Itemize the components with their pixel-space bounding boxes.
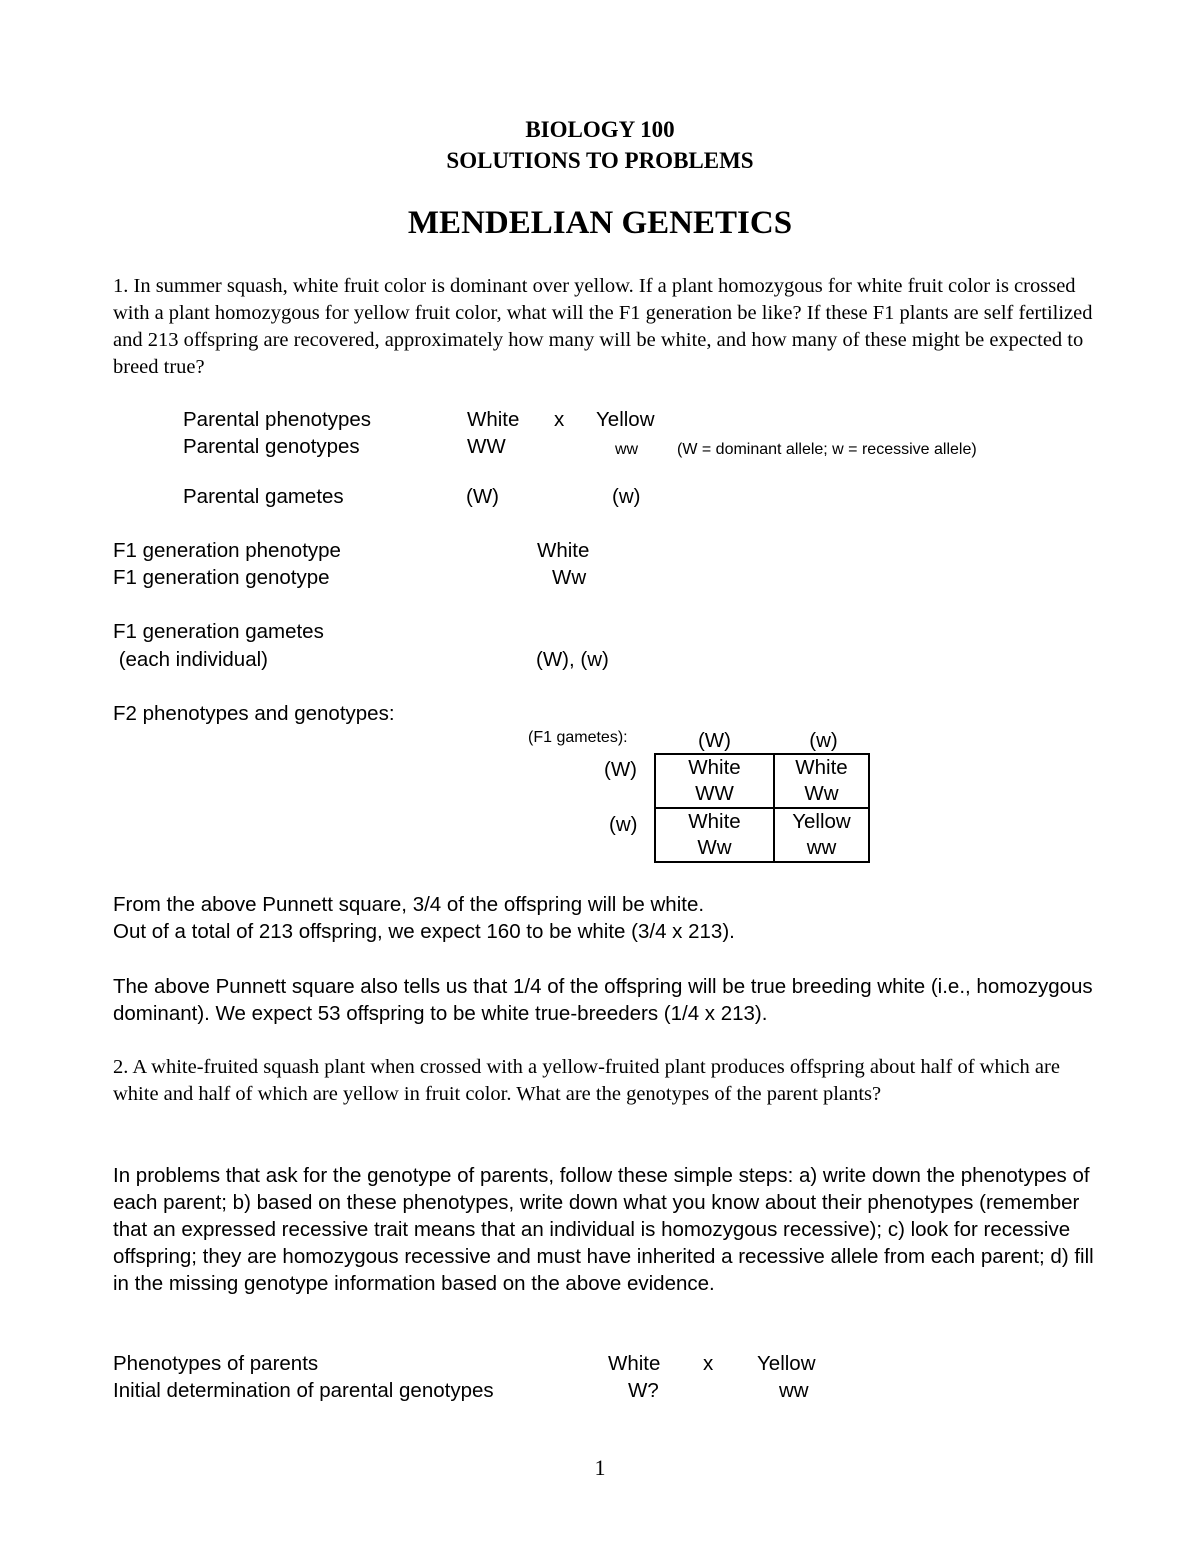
cross-symbol: x xyxy=(554,408,565,431)
parental-gametes-label: Parental gametes xyxy=(183,485,344,508)
cell-phenotype: White xyxy=(688,756,741,779)
initial-genotypes-label: Initial determination of parental genotypes xyxy=(113,1379,494,1402)
parental-gamete-1: (W) xyxy=(466,485,500,508)
f2-label: F2 phenotypes and genotypes: xyxy=(113,702,395,725)
result-line-2: Out of a total of 213 offspring, we expect 160 to be white (3/4 x 213). xyxy=(113,920,735,943)
parental-phenotype-2: Yellow xyxy=(596,408,655,431)
cell-phenotype: Yellow xyxy=(792,810,851,833)
parental-genotype-1: WW xyxy=(467,435,506,458)
cross-symbol: x xyxy=(703,1352,714,1375)
cell-genotype: ww xyxy=(806,836,837,859)
cell-genotype: Ww xyxy=(804,782,839,805)
cell-phenotype: White xyxy=(795,756,848,779)
allele-note: (W = dominant allele; w = recessive allele) xyxy=(677,441,977,458)
parental-genotypes-label: Parental genotypes xyxy=(183,435,360,458)
parental-phenotypes-label: Parental phenotypes xyxy=(183,408,372,431)
f1-gametes-sublabel: (each individual) xyxy=(113,648,268,671)
punnett-col-header: (W) xyxy=(697,729,731,752)
f1-genotype: Ww xyxy=(552,566,587,589)
f1-phenotype: White xyxy=(537,539,590,562)
punnett-cell xyxy=(774,754,869,808)
problem-2-instructions: In problems that ask for the genotype of parents, follow these simple steps: a) write down the phenotypes of each parent; b) based on these phenotypes, write down what you know about their phenotypes (remember that an expressed recessive trait means that an individual is homozygous recessive); c) look for recessive offspring; they are homozygous recessive and must have inherited a recessive allele from each parent; d) fill in the missing genotype information based on the above evidence. xyxy=(113,1164,1094,1295)
result-line-1: From the above Punnett square, 3/4 of the offspring will be white. xyxy=(113,893,705,916)
parent-phenotype-2: Yellow xyxy=(757,1352,816,1375)
parental-gamete-2: (w) xyxy=(612,485,641,508)
document-subtitle: SOLUTIONS TO PROBLEMS xyxy=(446,148,754,173)
punnett-cell xyxy=(774,808,869,862)
parent-genotype-1: W? xyxy=(628,1379,659,1402)
parent-genotype-2: ww xyxy=(779,1379,809,1402)
punnett-col-header: (w) xyxy=(809,729,838,752)
f1-gametes-label: F1 generation gametes xyxy=(113,620,324,643)
problem-2-question: 2. A white-fruited squash plant when crossed with a yellow-fruited plant produces offspring about half of which are white and half of which are yellow in fruit color. What are the genotypes of the parent plants? xyxy=(113,1056,1060,1105)
f1-gametes: (W), (w) xyxy=(536,648,609,671)
punnett-cell xyxy=(655,808,774,862)
cell-genotype: WW xyxy=(695,782,734,805)
punnett-row-header: (W) xyxy=(604,758,638,781)
cell-genotype: Ww xyxy=(697,836,732,859)
page-title: MENDELIAN GENETICS xyxy=(407,205,793,241)
parental-phenotype-1: White xyxy=(467,408,520,431)
problem-1-question: 1. In summer squash, white fruit color is dominant over yellow. If a plant homozygous for white fruit color is crossed with a plant homozygous for yellow fruit color, what will the F1 generation be like? If these F1 plants are self fertilized and 213 offspring are recovered, approximately how many will be white, and how many of these might be expected to breed true? xyxy=(113,275,1093,378)
punnett-row xyxy=(655,808,869,862)
page-number: 1 xyxy=(594,1455,606,1480)
punnett-row-header: (w) xyxy=(609,813,638,836)
cell-phenotype: White xyxy=(688,810,741,833)
punnett-row xyxy=(655,754,869,808)
f1-genotype-label: F1 generation genotype xyxy=(113,566,330,589)
punnett-gametes-label: (F1 gametes): xyxy=(528,729,628,746)
punnett-square xyxy=(654,753,870,863)
course-title: BIOLOGY 100 xyxy=(525,117,675,142)
f1-phenotype-label: F1 generation phenotype xyxy=(113,539,341,562)
punnett-cell xyxy=(655,754,774,808)
parent-phenotype-1: White xyxy=(608,1352,661,1375)
phenotypes-of-parents-label: Phenotypes of parents xyxy=(113,1352,319,1375)
result-line-3: The above Punnett square also tells us that 1/4 of the offspring will be true breeding white (i.e., homozygous dominant). We expect 53 offspring to be white true-breeders (1/4 x 213). xyxy=(113,975,1093,1025)
parental-genotype-2: ww xyxy=(615,441,639,458)
